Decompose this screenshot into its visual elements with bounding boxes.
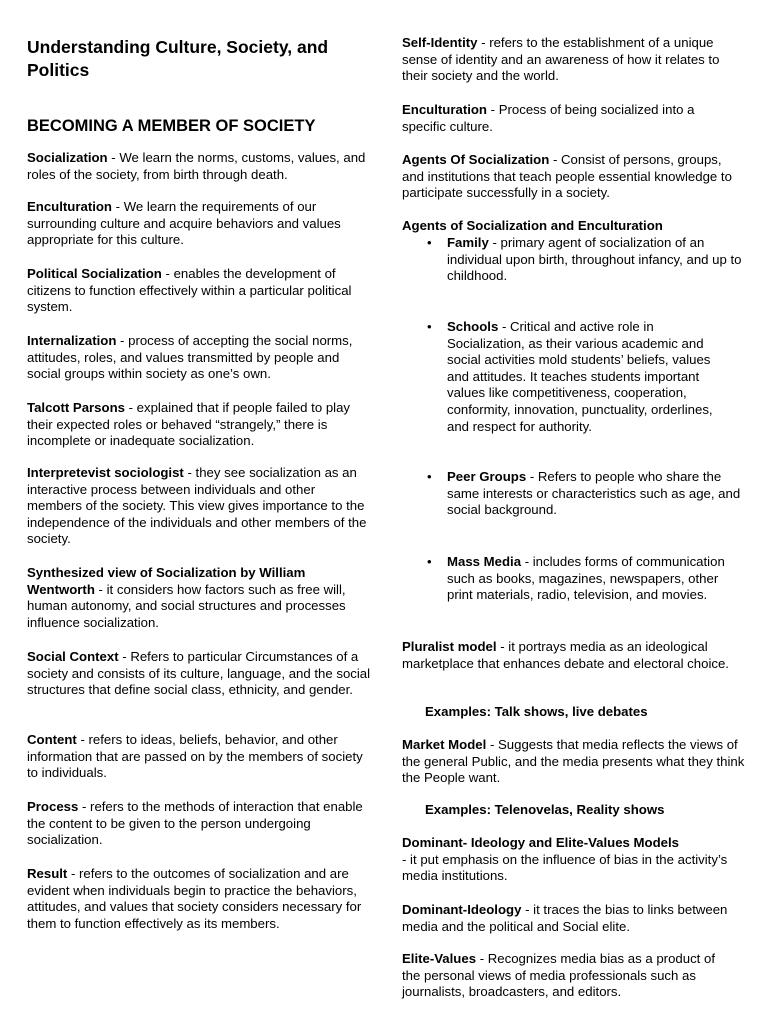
- entry-process: [27, 799, 372, 849]
- term: Interpretevist sociologist: [27, 465, 184, 480]
- bullet-mass-media: [427, 554, 742, 604]
- bullet-schools: [427, 319, 732, 435]
- term: Self-Identity: [402, 35, 478, 50]
- entry-result: [27, 866, 367, 932]
- definition: - refers to the establishment of a unique sense of identity and an awareness of how it relates to their society and the world.: [402, 35, 720, 84]
- term: Talcott Parsons: [27, 400, 125, 415]
- entry-self-identity: [402, 35, 747, 85]
- term: Political Socialization: [27, 266, 162, 281]
- entry-socialization: [27, 150, 367, 183]
- definition: - Suggests that media reflects the views of the general Public, and the media presents what they think the People want.: [402, 737, 745, 786]
- entry-talcott-parsons: [27, 400, 372, 450]
- definition: - Refers to people who share the same interests or characteristics such as age, and social background.: [447, 469, 741, 518]
- definition: - explained that if people failed to play their expected roles or behaved “strangely,” there is incomplete or inadequate socialization.: [27, 400, 351, 449]
- entry-market-model: [402, 737, 747, 787]
- definition: - Critical and active role in Socialization, as their various academic and social activities mold students’ beliefs, values and attitudes. It teaches students important values like competitiveness, cooperation, conformity, innovation, punctuality, orderlines, and respect for authority.: [447, 319, 713, 434]
- definition: - process of accepting the social norms, attitudes, roles, and values transmitted by people and social groups within society as one’s own.: [27, 333, 353, 382]
- definition: - We learn the requirements of our surrounding culture and acquire behaviors and values appropriate for this culture.: [27, 199, 341, 248]
- bullet-dot: •: [427, 554, 432, 569]
- entry-pluralist-model: [402, 639, 737, 672]
- bullet-peer-groups: [427, 469, 742, 519]
- pluralist-examples: Examples: Talk shows, live debates: [425, 704, 648, 719]
- term: Content: [27, 732, 77, 747]
- agents-heading: Agents of Socialization and Enculturation: [402, 218, 663, 233]
- market-examples: Examples: Telenovelas, Reality shows: [425, 802, 665, 817]
- term: Social Context: [27, 649, 119, 664]
- term: Market Model: [402, 737, 487, 752]
- bullet-dot: •: [427, 469, 432, 484]
- definition: - primary agent of socialization of an individual upon birth, throughout infancy, and up to childhood.: [447, 235, 742, 284]
- entry-dominant-elite-models: [402, 835, 747, 885]
- term: Internalization: [27, 333, 117, 348]
- definition: - it put emphasis on the influence of bias in the activity’s media institutions.: [402, 851, 728, 884]
- definition: - Consist of persons, groups, and institutions that teach people essential knowledge to participate successfully in a society.: [402, 152, 732, 201]
- definition: - Refers to particular Circumstances of a society and consists of its culture, language, and the social structures that define social class, ethnicity, and gender.: [27, 649, 371, 698]
- term: Agents Of Socialization: [402, 152, 550, 167]
- definition: - refers to the outcomes of socialization and are evident when individuals begin to practice the behaviors, attitudes, and values that society considers necessary for them to function effectively as its members.: [27, 866, 362, 931]
- definition: - it traces the bias to links between media and the political and Social elite.: [402, 902, 728, 934]
- definition: - We learn the norms, customs, values, and roles of the society, from birth through death.: [27, 150, 366, 182]
- entry-enculturation: [27, 199, 367, 249]
- term: Schools: [447, 319, 499, 334]
- term: Peer Groups: [447, 469, 527, 484]
- term: Pluralist model: [402, 639, 497, 654]
- definition: - Process of being socialized into a specific culture.: [402, 102, 695, 134]
- definition: - enables the development of citizens to function effectively within a particular political system.: [27, 266, 352, 315]
- definition: - it considers how factors such as free will, human autonomy, and social structures and processes influence socialization.: [27, 581, 346, 630]
- term: Dominant- Ideology and Elite-Values Models: [402, 835, 679, 850]
- term: Result: [27, 866, 68, 881]
- definition: - Recognizes media bias as a product of the personal views of media professionals such as journalists, broadcasters, and editors.: [402, 951, 715, 1000]
- definition: - refers to the methods of interaction that enable the content to be given to the person undergoing socialization.: [27, 799, 363, 848]
- term: Socialization: [27, 150, 108, 165]
- section-heading: BECOMING A MEMBER OF SOCIETY: [27, 117, 316, 135]
- entry-enculturation-2: [402, 102, 732, 135]
- entry-social-context: [27, 649, 372, 699]
- definition: - includes forms of communication such as books, magazines, newspapers, other print materials, radio, television, and movies.: [447, 554, 725, 603]
- page-title: Understanding Culture, Society, and Politics: [27, 37, 329, 80]
- definition: - refers to ideas, beliefs, behavior, and other information that are passed on by the members of society to individuals.: [27, 732, 363, 781]
- entry-political-socialization: [27, 266, 372, 316]
- bullet-dot: •: [427, 235, 432, 250]
- entry-elite-values: [402, 951, 732, 1001]
- definition: - they see socialization as an interactive process between individuals and other members of the society. This view gives importance to the independence of the individuals and other members of the society.: [27, 465, 367, 547]
- entry-content: [27, 732, 367, 782]
- term: Family: [447, 235, 489, 250]
- entry-synthesized-view: [27, 565, 372, 631]
- term: Mass Media: [447, 554, 522, 569]
- bullet-dot: •: [427, 319, 432, 334]
- entry-interpretevist-sociologist: [27, 465, 372, 548]
- entry-dominant-ideology: [402, 902, 747, 935]
- term: Enculturation: [402, 102, 487, 117]
- entry-internalization: [27, 333, 372, 383]
- bullet-family: [427, 235, 747, 285]
- term: Synthesized view of Socialization by William Wentworth: [27, 565, 306, 597]
- term: Process: [27, 799, 79, 814]
- term: Elite-Values: [402, 951, 477, 966]
- entry-agents-of-socialization: [402, 152, 747, 202]
- term: Dominant-Ideology: [402, 902, 522, 917]
- term: Enculturation: [27, 199, 112, 214]
- definition: - it portrays media as an ideological marketplace that enhances debate and electoral choice.: [402, 639, 729, 671]
